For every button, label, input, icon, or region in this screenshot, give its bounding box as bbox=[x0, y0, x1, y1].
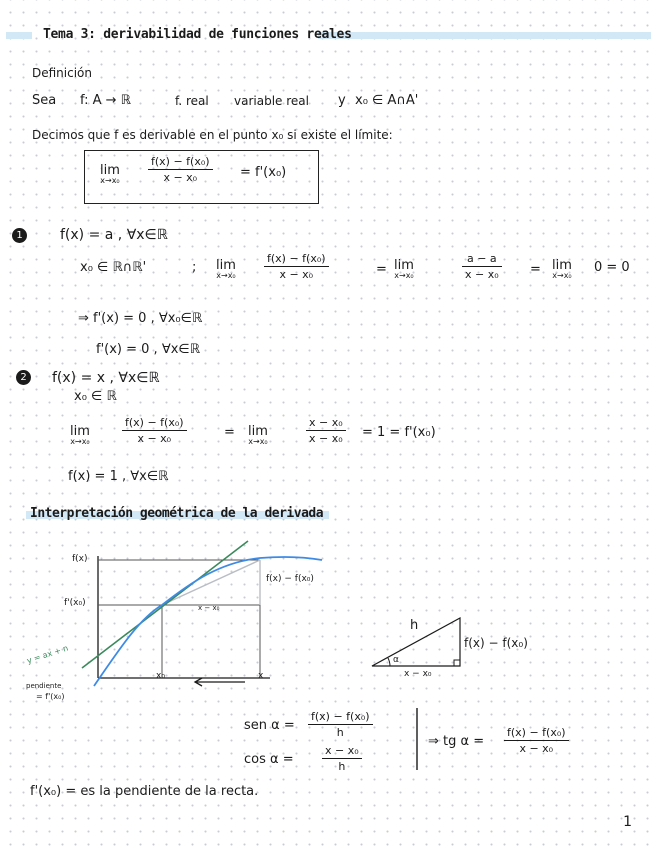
cos-lhs: cos α = bbox=[244, 752, 294, 767]
ex1-den1: x − x₀ bbox=[279, 268, 314, 282]
cos-bar bbox=[322, 758, 362, 759]
ex2-den2: x − x₀ bbox=[309, 432, 343, 446]
slope-label-line1: pendiente bbox=[26, 682, 62, 690]
section-title-banner bbox=[30, 506, 323, 524]
box-fraction bbox=[148, 155, 213, 184]
ex2-lim2-sub: x→x₀ bbox=[248, 437, 268, 446]
sen-num: f(x) − f(x₀) bbox=[311, 710, 370, 723]
ex2-eq1: = bbox=[224, 425, 235, 440]
triangle-hypotenuse: h bbox=[410, 618, 419, 633]
conclusion-text: f'(x₀) = es la pendiente de la recta. bbox=[30, 784, 259, 799]
ex1-lim2-sub: x→x₀ bbox=[394, 271, 414, 280]
ex1-line1: f(x) = a , ∀x∈ℝ bbox=[60, 227, 168, 243]
tg-den: x − x₀ bbox=[519, 742, 554, 756]
ex1-pre: x₀ ∈ ℝ∩ℝ' bbox=[80, 260, 147, 275]
title-banner bbox=[6, 27, 651, 45]
ex1-line3: ⇒ f'(x) = 0 , ∀x₀∈ℝ bbox=[78, 311, 203, 326]
def-x0: x₀ ∈ A∩A' bbox=[355, 93, 419, 108]
triangle-opposite: f(x) − f(x₀) bbox=[464, 636, 528, 650]
ex2-fraction1 bbox=[122, 416, 187, 445]
ex2-lim2-word: lim bbox=[248, 424, 268, 439]
ex1-bar2 bbox=[462, 266, 502, 267]
ex1-lim-sub: x→x₀ bbox=[216, 271, 236, 280]
ex2-den1: x − x₀ bbox=[137, 432, 172, 446]
ex1-lim3-sub: x→x₀ bbox=[552, 271, 572, 280]
triangle-angle: α bbox=[393, 655, 399, 665]
right-angle-mark bbox=[454, 660, 460, 666]
highlight-right bbox=[318, 32, 651, 39]
ex1-line4: f'(x) = 0 , ∀x∈ℝ bbox=[96, 342, 201, 357]
def-sea: Sea bbox=[32, 93, 57, 108]
ex1-lim-word: lim bbox=[216, 258, 236, 273]
tg-bar bbox=[504, 740, 569, 741]
slope-label-line2: = f'(x₀) bbox=[36, 692, 65, 701]
section-title: Interpretación geométrica de la derivada bbox=[30, 506, 324, 521]
box-num: f(x) − f(x₀) bbox=[151, 155, 210, 168]
example1-marker: 1 bbox=[12, 228, 27, 243]
def-real: f. real bbox=[175, 94, 209, 108]
ex1-limit bbox=[216, 258, 236, 280]
def-statement: Decimos que f es derivable en el punto x₀ si existe el límite: bbox=[32, 128, 393, 142]
ex2-lim-sub: x→x₀ bbox=[70, 437, 90, 446]
ex1-eq2: = bbox=[530, 262, 541, 277]
box-rhs: = f'(x₀) bbox=[240, 165, 287, 180]
ex1-limit2 bbox=[394, 258, 414, 280]
right-triangle bbox=[366, 612, 476, 672]
ex2-result: = 1 = f'(x₀) bbox=[362, 425, 436, 440]
def-function: f: A → ℝ bbox=[80, 93, 131, 108]
page-title: Tema 3: derivabilidad de funciones reales bbox=[43, 27, 352, 42]
def-y: y bbox=[338, 93, 346, 108]
page-number: 1 bbox=[623, 814, 632, 830]
sen-bar bbox=[308, 724, 373, 725]
ex1-fraction1 bbox=[264, 252, 329, 281]
ex2-num1: f(x) − f(x₀) bbox=[125, 416, 184, 429]
graph-label-x: x bbox=[258, 671, 264, 681]
secant-line bbox=[162, 560, 260, 605]
ex1-eq1: = bbox=[376, 262, 387, 277]
ex1-fraction2 bbox=[462, 252, 502, 281]
tg-lhs: ⇒ tg α = bbox=[428, 734, 485, 749]
cos-den: h bbox=[338, 760, 346, 774]
ex2-line1: f(x) = x , ∀x∈ℝ bbox=[52, 370, 160, 386]
formula-brace bbox=[414, 708, 420, 770]
box-lim-word: lim bbox=[100, 163, 120, 178]
ex1-num2: a − a bbox=[466, 252, 497, 265]
ex1-limit3 bbox=[552, 258, 572, 280]
ex1-den2: x − x₀ bbox=[465, 268, 499, 282]
sen-fraction bbox=[308, 710, 373, 739]
tangent-equation: y = ax + n bbox=[25, 643, 70, 666]
graph-label-diff: f(x) − f(x₀) bbox=[266, 574, 314, 584]
def-variable-real: variable real bbox=[234, 94, 309, 108]
box-limit bbox=[100, 163, 120, 185]
ex1-lim3-word: lim bbox=[552, 258, 572, 273]
ex1-num1: f(x) − f(x₀) bbox=[267, 252, 326, 265]
ex2-fraction2 bbox=[306, 416, 346, 445]
definition-heading: Definición bbox=[32, 66, 92, 80]
graph-label-small-base: x − x₀ bbox=[198, 604, 220, 612]
cos-fraction bbox=[322, 744, 362, 773]
ex1-lim2-word: lim bbox=[394, 258, 414, 273]
box-lim-sub: x→x₀ bbox=[100, 176, 120, 185]
ex2-bar1 bbox=[122, 430, 187, 431]
box-frac-bar bbox=[148, 169, 213, 170]
ex2-num2: x − x₀ bbox=[309, 416, 343, 429]
ex1-bar1 bbox=[264, 266, 329, 267]
graph-label-fx: f(x) bbox=[72, 554, 88, 564]
graph-label-fx0: f'(x₀) bbox=[64, 598, 86, 608]
ex2-lim-word: lim bbox=[70, 424, 90, 439]
sen-lhs: sen α = bbox=[244, 718, 295, 733]
ex2-line2: x₀ ∈ ℝ bbox=[74, 389, 117, 404]
tg-fraction bbox=[504, 726, 569, 755]
ex1-semicolon: ; bbox=[192, 260, 197, 275]
example2-marker: 2 bbox=[16, 370, 31, 385]
graph-label-x0: x₀ bbox=[156, 671, 165, 681]
ex2-line4: f(x) = 1 , ∀x∈ℝ bbox=[68, 469, 169, 484]
tg-num: f(x) − f(x₀) bbox=[507, 726, 566, 739]
ex2-limit2 bbox=[248, 424, 268, 446]
triangle-adjacent: x − x₀ bbox=[404, 669, 432, 679]
ex1-tail: 0 = 0 bbox=[594, 260, 630, 275]
cos-num: x − x₀ bbox=[325, 744, 359, 757]
highlight-left bbox=[6, 32, 32, 39]
ex2-limit bbox=[70, 424, 90, 446]
box-den: x − x₀ bbox=[163, 171, 198, 185]
angle-arc bbox=[388, 658, 390, 666]
sen-den: h bbox=[336, 726, 344, 740]
ex2-bar2 bbox=[306, 430, 346, 431]
